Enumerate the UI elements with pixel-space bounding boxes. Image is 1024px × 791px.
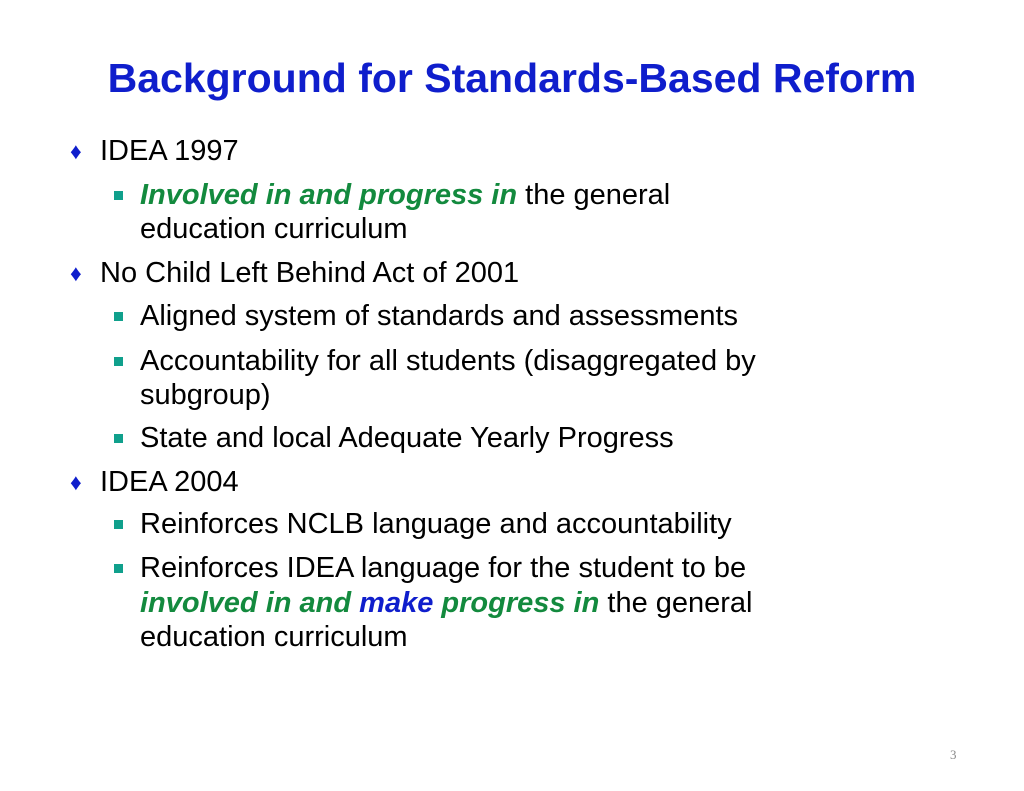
sub-bullet-text: Reinforces NCLB language and accountability — [140, 508, 732, 540]
page-number: 3 — [950, 747, 957, 762]
emphasis-text-make: make — [359, 587, 434, 619]
sub-bullet-continuation — [140, 212, 408, 246]
sub-bullet-continuation — [140, 620, 408, 654]
square-bullet-icon — [114, 520, 123, 529]
sub-bullet-text: education curriculum — [140, 621, 408, 653]
square-bullet-icon — [114, 434, 123, 443]
sub-bullet-continuation — [140, 378, 271, 412]
diamond-bullet-icon: ♦ — [70, 469, 82, 495]
emphasis-text: involved in and — [140, 587, 360, 619]
sub-bullet-text: subgroup) — [140, 379, 271, 411]
slide-title: Background for Standards-Based Reform — [107, 55, 917, 101]
sub-bullet-text: Accountability for all students (disaggregated by — [140, 345, 756, 377]
sub-bullet-aligned-system — [140, 299, 738, 333]
sub-bullet-text: Reinforces IDEA language for the student to be — [140, 552, 747, 584]
square-bullet-icon — [114, 564, 123, 573]
sub-bullet-continuation — [140, 586, 753, 620]
diamond-bullet-icon: ♦ — [70, 138, 82, 164]
emphasis-text: progress in — [433, 587, 600, 619]
sub-bullet-accountability — [140, 344, 756, 378]
bullet-text: IDEA 2004 — [100, 466, 239, 498]
square-bullet-icon — [114, 191, 123, 200]
bullet-idea-1997 — [70, 134, 239, 168]
sub-bullet-text: education curriculum — [140, 213, 408, 245]
bullet-nclb — [70, 256, 520, 290]
sub-bullet-reinforces-nclb — [140, 507, 732, 541]
bullet-idea-2004 — [70, 465, 239, 499]
sub-bullet-text: the general — [599, 587, 753, 619]
square-bullet-icon — [114, 312, 123, 321]
sub-bullet-reinforces-idea — [140, 551, 746, 585]
sub-bullet-involved-progress — [140, 178, 670, 212]
sub-bullet-text: State and local Adequate Yearly Progress — [140, 422, 674, 454]
bullet-text: No Child Left Behind Act of 2001 — [100, 257, 520, 289]
sub-bullet-text: the general — [517, 179, 671, 211]
emphasis-text: Involved in and progress in — [140, 179, 518, 211]
square-bullet-icon — [114, 357, 123, 366]
sub-bullet-text: Aligned system of standards and assessments — [140, 300, 739, 332]
diamond-bullet-icon: ♦ — [70, 260, 82, 286]
bullet-text: IDEA 1997 — [100, 135, 239, 167]
sub-bullet-ayp — [140, 421, 674, 455]
